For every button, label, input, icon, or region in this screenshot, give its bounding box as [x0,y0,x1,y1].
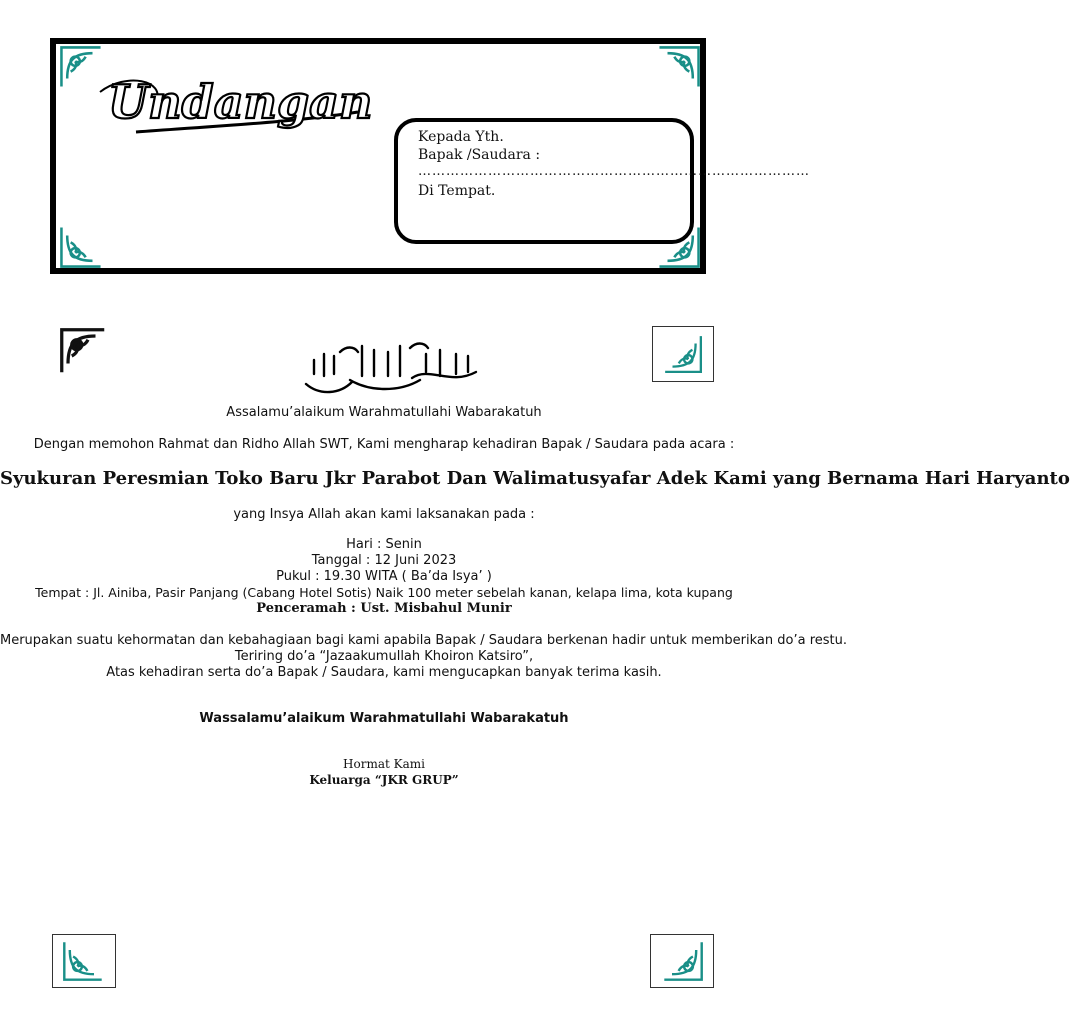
farewell: Wassalamu’alaikum Warahmatullahi Wabarakatuh [199,711,569,726]
bismillah-calligraphy-icon [300,336,484,398]
corner-ornament-icon [58,224,104,270]
event-title: Syukuran Peresmian Toko Baru Jkr Parabot Dan Walimatusyafar Adek Kami yang Bernama Hari Haryanto [0,468,1070,489]
closing-thanks: Atas kehadiran serta do’a Bapak / Saudara, kami mengucapkan banyak terima kasih. [106,665,662,680]
closing-honor: Merupakan suatu kehormatan dan kebahagiaan bagi kami apabila Bapak / Saudara berkenan hadir untuk memberikan do’a restu. [0,633,847,648]
schedule-place: Tempat : Jl. Ainiba, Pasir Panjang (Cabang Hotel Sotis) Naik 100 meter sebelah kanan, kelapa lima, kota kupang [35,585,733,600]
address-dotted-line: ………………………………………………………………………… [418,164,810,179]
regards: Hormat Kami [343,757,425,771]
corner-ornament-icon [659,333,707,375]
address-text [418,128,540,164]
corner-ornament-icon [656,44,702,90]
ornament-frame [52,934,116,988]
schedule-date: Tanggal : 12 Juni 2023 [311,553,457,568]
address-line-place: Di Tempat. [418,183,496,199]
closing-prayer: Teriring do’a “Jazaakumullah Khoiron Katsiro”, [234,649,534,664]
schedule-intro: yang Insya Allah akan kami laksanakan pada : [233,507,535,522]
corner-ornament-icon [57,939,109,983]
schedule-day: Hari : Senin [346,537,422,552]
invitation-title [96,62,373,140]
schedule-time: Pukul : 19.30 WITA ( Ba’da Isya’ ) [276,569,492,584]
speaker: Penceramah : Ust. Misbahul Munir [256,601,512,616]
ornament-frame [650,934,714,988]
intro-text: Dengan memohon Rahmat dan Ridho Allah SWT, Kami mengharap kehadiran Bapak / Saudara pada acara : [33,437,735,452]
corner-ornament-icon [657,939,709,983]
invitation-title-text: Undangan [108,75,373,129]
greeting: Assalamu’alaikum Warahmatullahi Wabarakatuh [226,405,542,420]
address-line-salutation: Bapak /Saudara : [418,147,541,163]
signature: Keluarga “JKR GRUP” [309,773,459,787]
address-box [394,118,810,244]
corner-ornament-icon [56,326,110,376]
ornament-frame [652,326,714,382]
address-line-recipient: Kepada Yth. [418,129,504,145]
